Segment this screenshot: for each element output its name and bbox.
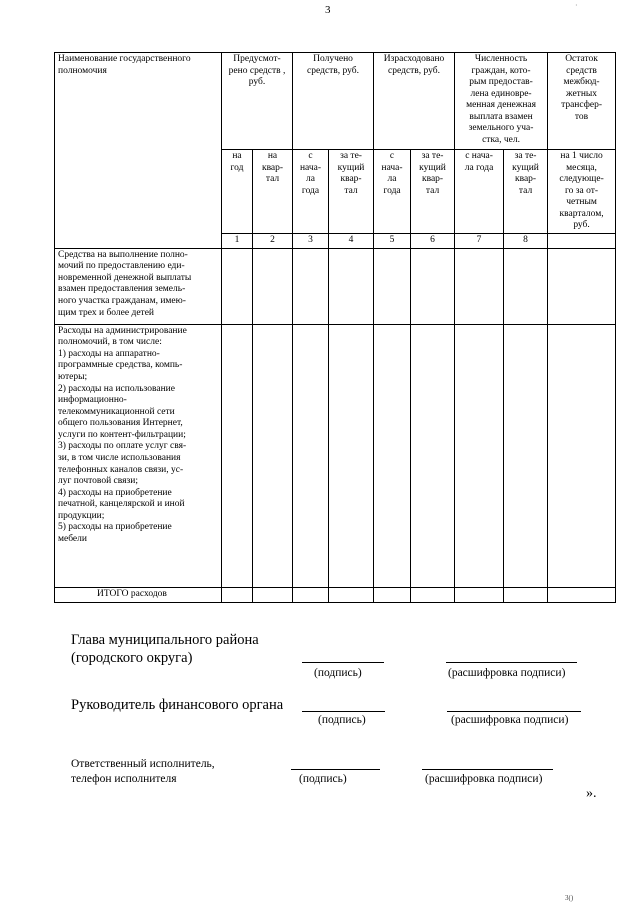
column-number: 1 xyxy=(222,234,253,249)
subheader-cell: за те- кущий квар- тал xyxy=(504,150,548,234)
total-label: ИТОГО расходов xyxy=(55,587,222,602)
column-number: 3 xyxy=(293,234,329,249)
data-cell xyxy=(548,248,616,324)
data-cell xyxy=(293,324,329,587)
data-cell xyxy=(504,587,548,602)
corner-mark: 3() xyxy=(565,894,574,902)
data-cell xyxy=(293,248,329,324)
decode-caption: (расшифровка подписи) xyxy=(451,714,569,726)
row-funds-label: Средства на выполнение полно- мочий по предоставлению еди- новременной денежной выплаты взамен предоставления земель- ного участка гражданам, имею- щим трех и более детей xyxy=(55,248,222,324)
executor-title-line2: телефон исполнителя xyxy=(71,773,177,785)
data-cell xyxy=(455,587,504,602)
data-cell xyxy=(329,587,374,602)
header-citizens: Численность граждан, кото- рым предостав- лена единовре- менная денежная выплата взамен земельного уча- стка, чел. xyxy=(455,53,548,150)
data-cell xyxy=(222,324,253,587)
table-total-row xyxy=(55,587,616,602)
finance-head-title: Руководитель финансового органа xyxy=(71,697,284,713)
subheader-cell: на год xyxy=(222,150,253,234)
header-planned: Предусмот- рено средств , руб. xyxy=(222,53,293,150)
table-row xyxy=(55,248,616,324)
header-spent: Израсходовано средств, руб. xyxy=(374,53,455,150)
data-cell xyxy=(548,587,616,602)
head-title-line1: Глава муниципального района xyxy=(71,632,259,648)
decode-line xyxy=(422,769,553,770)
subheader-cell: на квар- тал xyxy=(253,150,293,234)
header-received: Получено средств, руб. xyxy=(293,53,374,150)
subheader-cell: за те- кущий квар- тал xyxy=(411,150,455,234)
column-number: 4 xyxy=(329,234,374,249)
column-number xyxy=(548,234,616,249)
column-number: 7 xyxy=(455,234,504,249)
decode-caption: (расшифровка подписи) xyxy=(425,773,543,785)
data-cell xyxy=(253,324,293,587)
data-cell xyxy=(253,248,293,324)
executor-title-line1: Ответственный исполнитель, xyxy=(71,758,215,770)
column-number: 5 xyxy=(374,234,411,249)
data-cell xyxy=(253,587,293,602)
report-table xyxy=(54,52,616,603)
decode-line xyxy=(447,711,581,712)
column-number: 6 xyxy=(411,234,455,249)
signature-caption: (подпись) xyxy=(314,667,362,679)
data-cell xyxy=(455,248,504,324)
subheader-cell: на 1 число месяца, следующе- го за от- четным кварталом, руб. xyxy=(548,150,616,234)
data-cell xyxy=(329,324,374,587)
subheader-cell: за те- кущий квар- тал xyxy=(329,150,374,234)
data-cell xyxy=(293,587,329,602)
subheader-cell: с нача- ла года xyxy=(455,150,504,234)
row-admin-expenses-label: Расходы на администрирование полномочий, в том числе: 1) расходы на аппаратно- программные средства, компь- ютеры; 2) расходы на использование информационно- телекоммуникационной сети общего пользования Интернет, услуги по контент-фильтрации; 3) расходы по оплате услуг свя- зи, в том числе использования телефонных каналов связи, ус- луг почтовой связи; 4) расходы на приобретение печатной, канцелярской и иной продукции; 5) расходы на приобретение мебели xyxy=(55,324,222,587)
data-cell xyxy=(329,248,374,324)
signature-line xyxy=(291,769,380,770)
data-cell xyxy=(222,587,253,602)
data-cell xyxy=(374,324,411,587)
data-cell xyxy=(455,324,504,587)
top-corner-mark: · xyxy=(575,1,578,10)
head-title-line2: (городского округа) xyxy=(71,650,193,666)
column-number: 8 xyxy=(504,234,548,249)
table-row xyxy=(55,324,616,587)
data-cell xyxy=(374,587,411,602)
signature-line xyxy=(302,711,385,712)
data-cell xyxy=(222,248,253,324)
page-number: 3 xyxy=(325,4,331,16)
closing-quote: ». xyxy=(586,786,597,801)
signature-line xyxy=(302,662,384,663)
table-header-row xyxy=(55,53,616,150)
subheader-cell: с нача- ла года xyxy=(293,150,329,234)
data-cell xyxy=(411,324,455,587)
header-name: Наименование государственного полномочия xyxy=(55,53,222,249)
data-cell xyxy=(411,248,455,324)
data-cell xyxy=(411,587,455,602)
decode-caption: (расшифровка подписи) xyxy=(448,667,566,679)
data-cell xyxy=(504,248,548,324)
signature-caption: (подпись) xyxy=(318,714,366,726)
column-number: 2 xyxy=(253,234,293,249)
data-cell xyxy=(548,324,616,587)
subheader-cell: с нача- ла года xyxy=(374,150,411,234)
data-cell xyxy=(504,324,548,587)
header-balance: Остаток средств межбюд- жетных трансфер- тов xyxy=(548,53,616,150)
signature-caption: (подпись) xyxy=(299,773,347,785)
decode-line xyxy=(446,662,577,663)
data-cell xyxy=(374,248,411,324)
